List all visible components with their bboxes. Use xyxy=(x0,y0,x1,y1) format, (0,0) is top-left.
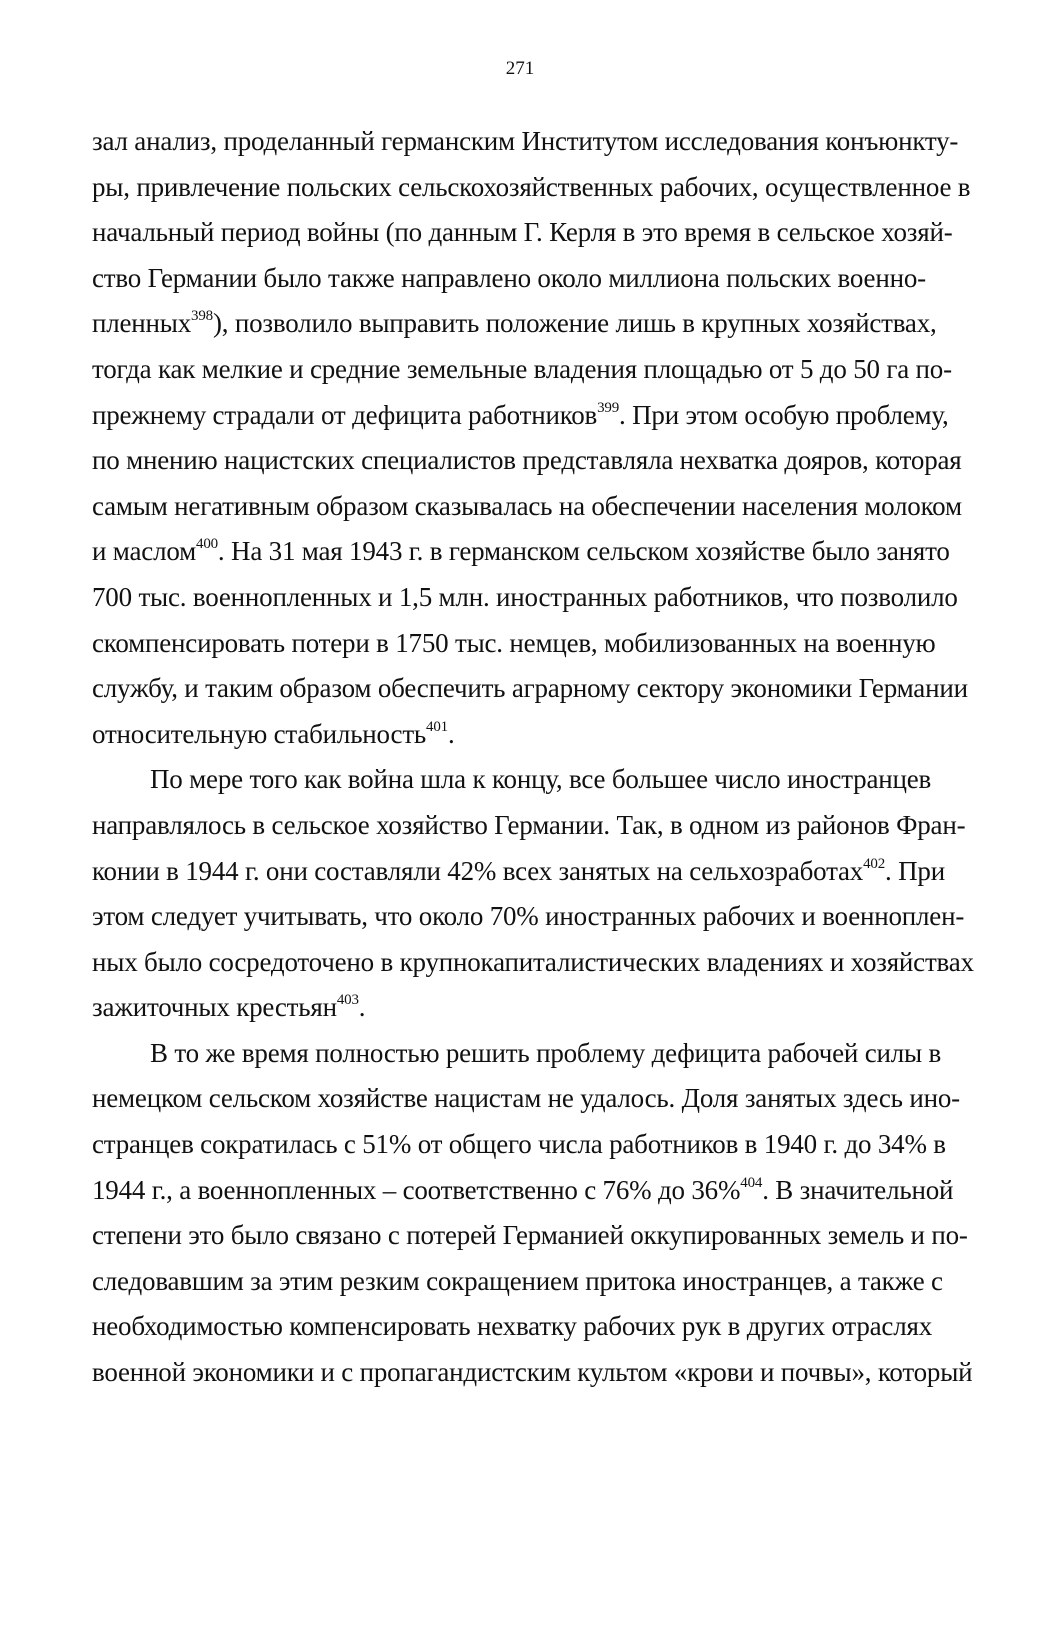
text-run: ры, привлечение польских сельскохозяйственных рабочих, осуществленное в xyxy=(92,171,971,202)
text-run: зал анализ, проделанный германским Институтом исследования конъюнкту- xyxy=(92,126,959,156)
page-number: 271 xyxy=(505,58,535,79)
text-line xyxy=(92,757,932,803)
text-line xyxy=(92,940,974,986)
footnote-ref[interactable]: 401 xyxy=(426,718,448,735)
text-run: пленных xyxy=(92,308,192,339)
paragraph xyxy=(92,119,971,757)
paragraph xyxy=(92,1031,973,1396)
text-run: относительную стабильность xyxy=(92,718,427,749)
text-run: начальный период войны (по данным Г. Керля в это время в сельское хозяй- xyxy=(92,217,953,248)
text-line xyxy=(92,347,952,393)
text-run: 700 тыс. военнопленных и 1,5 млн. иностранных работников, что позволило xyxy=(92,581,958,612)
text-run: . xyxy=(447,718,455,749)
text-run: зажиточных крестьян xyxy=(92,992,337,1023)
text-line xyxy=(92,1304,933,1350)
footnote-ref[interactable]: 400 xyxy=(196,536,218,553)
text-line xyxy=(92,1122,946,1168)
text-run: . На 31 мая 1943 г. в германском сельском хозяйстве было занято xyxy=(217,536,950,567)
text-line xyxy=(92,529,950,575)
text-line xyxy=(92,256,924,302)
text-line xyxy=(92,985,924,1031)
text-run: тогда как мелкие и средние земельные владения площадью от 5 до 50 га по- xyxy=(92,353,952,384)
text-line xyxy=(92,1350,973,1396)
text-run: службу, и таким образом обеспечить аграрному сектору экономики Германии xyxy=(92,673,968,704)
paragraph xyxy=(92,757,974,1031)
footnote-ref[interactable]: 403 xyxy=(336,992,359,1009)
text-line xyxy=(92,165,971,211)
text-run: направлялось в сельское хозяйство Германии. Так, в одном из районов Фран- xyxy=(92,809,966,840)
text-line xyxy=(92,894,965,940)
text-line xyxy=(92,1213,968,1259)
text-run: . В значительной xyxy=(762,1174,954,1205)
footnote-ref[interactable]: 404 xyxy=(740,1174,763,1191)
text-run: необходимостью компенсировать нехватку рабочих рук в других отраслях xyxy=(92,1311,933,1342)
text-run: самым негативным образом сказывалась на обеспечении населения молоком xyxy=(92,490,962,521)
text-line xyxy=(92,803,966,849)
text-run: 1944 г., а военнопленных – соответственно с 76% до 36% xyxy=(92,1174,741,1205)
text-line xyxy=(92,712,924,758)
text-line xyxy=(92,119,959,165)
text-run: . При xyxy=(885,855,945,886)
footnote-ref[interactable]: 402 xyxy=(863,855,886,872)
text-run: странцев сократилась с 51% от общего числа работников в 1940 г. до 34% в xyxy=(92,1129,946,1160)
text-line xyxy=(92,575,958,621)
text-run: военной экономики и с пропагандистским культом «крови и почвы», который xyxy=(92,1357,973,1388)
text-line xyxy=(92,438,962,484)
text-run: ных было сосредоточено в крупнокапиталистических владениях и хозяйствах xyxy=(92,946,974,977)
text-run: ство Германии было также направлено около миллиона польских военно- xyxy=(92,262,926,293)
text-run: . При этом особую проблему, xyxy=(619,399,949,430)
text-run: и маслом xyxy=(92,536,197,567)
text-run: . xyxy=(358,992,366,1023)
text-line xyxy=(92,1076,960,1122)
text-run: следовавшим за этим резким сокращением притока иностранцев, а также с xyxy=(92,1265,943,1296)
footnote-ref[interactable]: 399 xyxy=(597,399,619,416)
text-line xyxy=(92,301,937,347)
text-run: скомпенсировать потери в 1750 тыс. немцев, мобилизованных на военную xyxy=(92,627,936,658)
text-line xyxy=(92,1031,942,1077)
text-run: По мере того как война шла к концу, все большее число иностранцев xyxy=(150,764,932,795)
text-run: этом следует учитывать, что около 70% иностранных рабочих и военноплен- xyxy=(92,901,965,932)
text-run: ), позволило выправить положение лишь в крупных хозяйствах, xyxy=(212,308,937,339)
text-line xyxy=(92,666,968,712)
text-line xyxy=(92,1168,954,1214)
text-line xyxy=(92,1259,943,1305)
footnote-ref[interactable]: 398 xyxy=(191,308,213,325)
text-run: степени это было связано с потерей Германией оккупированных земель и по- xyxy=(92,1220,968,1251)
text-line xyxy=(92,393,949,439)
text-line xyxy=(92,484,962,530)
text-line xyxy=(92,210,953,256)
text-run: прежнему страдали от дефицита работников xyxy=(92,399,598,430)
text-run: по мнению нацистских специалистов представляла нехватка дояров, которая xyxy=(92,445,962,476)
text-run: немецком сельском хозяйстве нацистам не удалось. Доля занятых здесь ино- xyxy=(92,1083,960,1114)
text-line xyxy=(92,621,936,667)
text-run: В то же время полностью решить проблему дефицита рабочей силы в xyxy=(150,1037,942,1068)
text-line xyxy=(92,849,945,895)
text-body xyxy=(92,119,974,1396)
text-run: конии в 1944 г. они составляли 42% всех занятых на сельхозработах xyxy=(92,855,864,886)
